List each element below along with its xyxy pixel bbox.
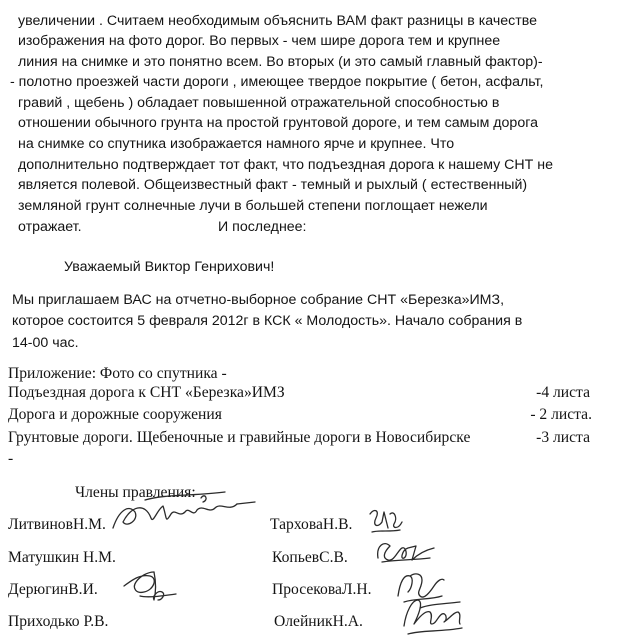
board-member-name: ОлейникН.А. [274, 613, 363, 630]
signature-deryugin [118, 562, 188, 604]
signature-tarkhova [366, 504, 406, 536]
paragraph-line: земляной грунт солнечные лучи в большей степени поглощает нежели [18, 198, 488, 214]
board-member-name: ТарховаН.В. [270, 516, 353, 533]
attachment-pages: - 2 листа. [530, 406, 592, 423]
signature-litvinov [105, 488, 265, 536]
paragraph-line: отношении обычного грунта на простой грунтовой дороге, и тем самым дорога [18, 115, 538, 131]
board-member-name: ЛитвиновН.М. [8, 516, 106, 533]
attachment-title: Грунтовые дороги. Щебеночные и гравийные дороги в Новосибирске [8, 429, 471, 446]
paragraph-line: увеличении . Считаем необходимым объяснить ВАМ факт разницы в качестве [18, 13, 537, 29]
board-member-name: ДерюгинВ.И. [8, 581, 98, 598]
signature-kopyev [372, 536, 442, 566]
invitation-line: Мы приглашаем ВАС на отчетно-выборное собрание СНТ «Березка»ИМЗ, [12, 292, 505, 308]
attachment-pages: -3 листа [536, 429, 590, 446]
attachment-title: Подъездная дорога к СНТ «Березка»ИМЗ [8, 384, 285, 401]
signature-oleynik [400, 594, 470, 638]
attachments-heading: Приложение: Фото со спутника - [8, 365, 227, 382]
attachment-pages: -4 листа [536, 384, 590, 401]
paragraph-line: отражает. [18, 219, 82, 235]
board-member-name: Матушкин Н.М. [8, 549, 116, 566]
invitation-line: 14-00 час. [12, 335, 79, 351]
board-member-name: ПросековаЛ.Н. [272, 581, 372, 598]
attachment-title: Дорога и дорожные сооружения [8, 406, 222, 423]
paragraph-line: дополнительно подтверждает тот факт, что подъездная дорога к нашему СНТ не [18, 157, 553, 173]
attachment-trailing-dash: - [8, 450, 14, 467]
board-member-name: Приходько Р.В. [8, 613, 109, 630]
board-label: Члены правления: [75, 484, 196, 501]
paragraph-line: линия на снимке и это понятно всем. Во вторых (и это самый главный фактор)- [18, 54, 543, 70]
final-phrase: И последнее: [218, 219, 307, 235]
paragraph-line: на снимке со спутника изображается намного ярче и крупнее. Что [18, 136, 455, 152]
greeting: Уважаемый Виктор Генрихович! [64, 259, 275, 275]
paragraph-line: гравий , щебень ) обладает повышенной отражательной способностью в [18, 95, 500, 111]
paragraph-line: является полевой. Общеизвестный факт - темный и рыхлый ( естественный) [18, 177, 528, 193]
paragraph-line: - полотно проезжей части дороги , имеющее твердое покрытие ( бетон, асфальт, [10, 74, 544, 90]
paragraph-line: изображения на фото дорог. Во первых - чем шире дорога тем и крупнее [18, 33, 501, 49]
invitation-line: которое состоится 5 февраля 2012г в КСК « Молодость». Начало собрания в [12, 313, 523, 329]
board-member-name: КопьевС.В. [272, 549, 348, 566]
